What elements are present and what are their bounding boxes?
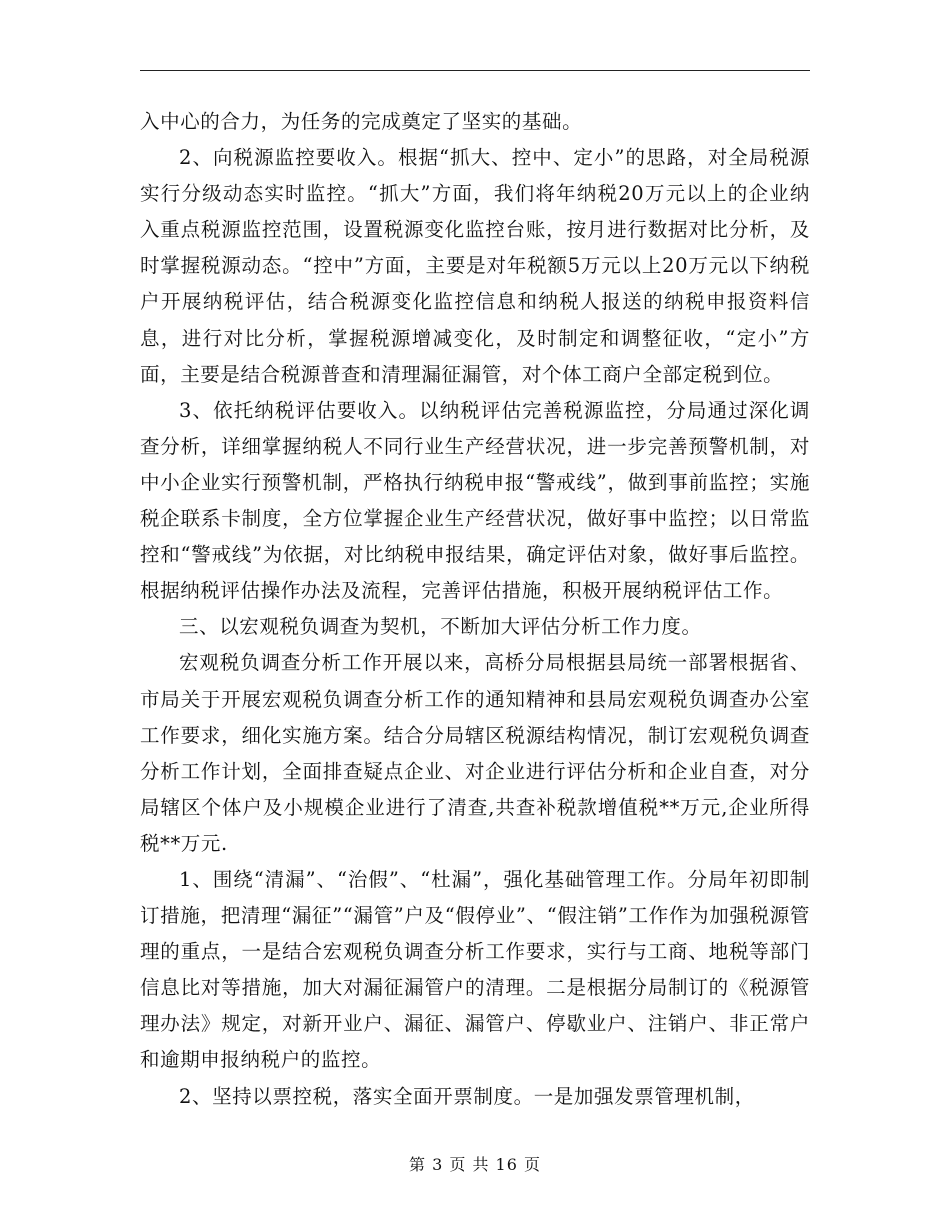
- footer-prefix: 第: [408, 1155, 426, 1174]
- paragraph-5: 宏观税负调查分析工作开展以来，高桥分局根据县局统一部署根据省、市局关于开展宏观税负调查分析工作的通知精神和县局宏观税负调查办公室工作要求，细化实施方案。结合分局辖区税源结构情况，制订宏观税负调查分析工作计划，全面排查疑点企业、对企业进行评估分析和企业自查，对分局辖区个体户及小规模企业进行了清查,共查补税款增值税**万元,企业所得税**万元.: [140, 651, 810, 855]
- paragraph-6: 1、围绕“清漏”、“治假”、“杜漏”，强化基础管理工作。分局年初即制订措施，把清理“漏征”“漏管”户及“假停业”、“假注销”工作作为加强税源管理的重点，一是结合宏观税负调查分析工作要求，实行与工商、地税等部门信息比对等措施，加大对漏征漏管户的清理。二是根据分局制订的《税源管理办法》规定，对新开业户、漏征、漏管户、停歇业户、注销户、非正常户和逾期申报纳税户的监控。: [140, 867, 810, 1072]
- paragraph-7: 2、坚持以票控税，落实全面开票制度。一是加强发票管理机制，: [179, 1084, 755, 1108]
- footer-middle: 页 共: [449, 1155, 490, 1174]
- page-number: 3: [432, 1155, 444, 1174]
- page-footer: [0, 1152, 950, 1175]
- paragraph-1: 入中心的合力，为任务的完成奠定了坚实的基础。: [140, 110, 583, 133]
- total-pages: 16: [495, 1155, 518, 1174]
- section-heading: 三、以宏观税负调查为契机，不断加大评估分析工作力度。: [179, 615, 702, 639]
- paragraph-3: 3、依托纳税评估要收入。以纳税评估完善税源监控，分局通过深化调查分析，详细掌握纳税人不同行业生产经营状况，进一步完善预警机制，对中小企业实行预警机制，严格执行纳税申报“警戒线”，做到事前监控；实施税企联系卡制度，全方位掌握企业生产经营状况，做好事中监控；以日常监控和“警戒线”为依据，对比纳税申报结果，确定评估对象，做好事后监控。根据纳税评估操作办法及流程，完善评估措施，积极开展纳税评估工作。: [140, 398, 810, 603]
- footer-suffix: 页: [524, 1155, 542, 1174]
- paragraph-2: 2、向税源监控要收入。根据“抓大、控中、定小”的思路，对全局税源实行分级动态实时监控。“抓大”方面，我们将年纳税20万元以上的企业纳入重点税源监控范围，设置税源变化监控台账，按月进行数据对比分析，及时掌握税源动态。“控中”方面，主要是对年税额5万元以上20万元以下纳税户开展纳税评估，结合税源变化监控信息和纳税人报送的纳税申报资料信息，进行对比分析，掌握税源增减变化，及时制定和调整征收，“定小”方面，主要是结合税源普查和清理漏征漏管，对个体工商户全部定税到位。: [140, 146, 810, 386]
- document-body: [140, 104, 810, 1115]
- header-rule: [140, 70, 810, 71]
